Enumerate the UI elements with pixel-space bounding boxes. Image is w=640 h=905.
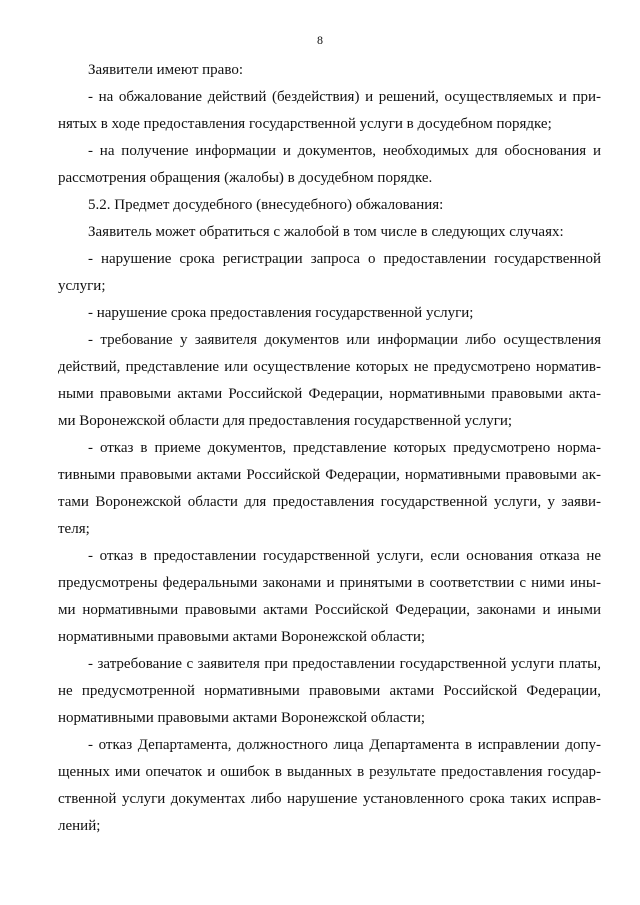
text-line: услуги;	[58, 278, 106, 294]
document-body	[58, 57, 601, 840]
text-line: - нарушение срока предоставления государственной услуги;	[88, 305, 474, 321]
paragraph	[88, 300, 601, 327]
text-line: предусмотрены федеральными законами и принятыми в соответствии с ними ины-	[58, 575, 601, 591]
paragraph	[58, 138, 601, 192]
paragraph	[58, 435, 601, 543]
text-line: рассмотрения обращения (жалобы) в досудебном порядке.	[58, 170, 433, 186]
text-line: - нарушение срока регистрации запроса о предоставлении государственной	[88, 251, 601, 267]
paragraph	[58, 543, 601, 651]
text-line: щенных ими опечаток и ошибок в выданных в результате предоставления государ-	[58, 764, 601, 780]
page-number: 8	[317, 33, 323, 47]
text-line: нятых в ходе предоставления государственной услуги в досудебном порядке;	[58, 116, 552, 132]
paragraph	[88, 219, 601, 246]
text-line: действий, представление или осуществление которых не предусмотрено норматив-	[58, 359, 601, 375]
paragraph	[58, 84, 601, 138]
paragraph	[88, 57, 601, 84]
text-line: ственной услуги документах либо нарушение установленного срока таких исправ-	[58, 791, 601, 807]
text-line: Заявители имеют право:	[88, 62, 243, 78]
text-line: нормативными правовыми актами Воронежской области;	[58, 629, 426, 645]
text-line: тами Воронежской области для предоставления государственной услуги, у заяви-	[58, 494, 601, 510]
text-line: теля;	[58, 521, 90, 537]
text-line: - требование у заявителя документов или информации либо осуществления	[88, 332, 601, 348]
paragraph	[58, 732, 601, 840]
paragraph	[58, 246, 601, 300]
text-line: ными правовыми актами Российской Федерации, нормативными правовыми акта-	[58, 386, 601, 402]
text-line: - на обжалование действий (бездействия) и решений, осуществляемых и при-	[88, 89, 601, 105]
text-line: тивными правовыми актами Российской Федерации, нормативными правовыми ак-	[58, 467, 601, 483]
text-line: не предусмотренной нормативными правовыми актами Российской Федерации,	[58, 683, 601, 699]
text-line: лений;	[58, 818, 101, 834]
text-line: ми нормативными правовыми актами Российской Федерации, законами и иными	[58, 602, 601, 618]
text-line: - отказ в приеме документов, представление которых предусмотрено норма-	[88, 440, 601, 456]
text-line: - отказ в предоставлении государственной услуги, если основания отказа не	[88, 548, 601, 564]
paragraph	[88, 192, 601, 219]
text-line: нормативными правовыми актами Воронежской области;	[58, 710, 426, 726]
text-line: - затребование с заявителя при предоставлении государственной услуги платы,	[88, 656, 601, 672]
text-line: ми Воронежской области для предоставления государственной услуги;	[58, 413, 513, 429]
paragraph	[58, 651, 601, 732]
text-line: - отказ Департамента, должностного лица Департамента в исправлении допу-	[88, 737, 601, 753]
text-line: - на получение информации и документов, необходимых для обоснования и	[88, 143, 601, 159]
text-line: Заявитель может обратиться с жалобой в том числе в следующих случаях:	[88, 224, 564, 240]
text-line: 5.2. Предмет досудебного (внесудебного) обжалования:	[88, 197, 444, 213]
paragraph	[58, 327, 601, 435]
